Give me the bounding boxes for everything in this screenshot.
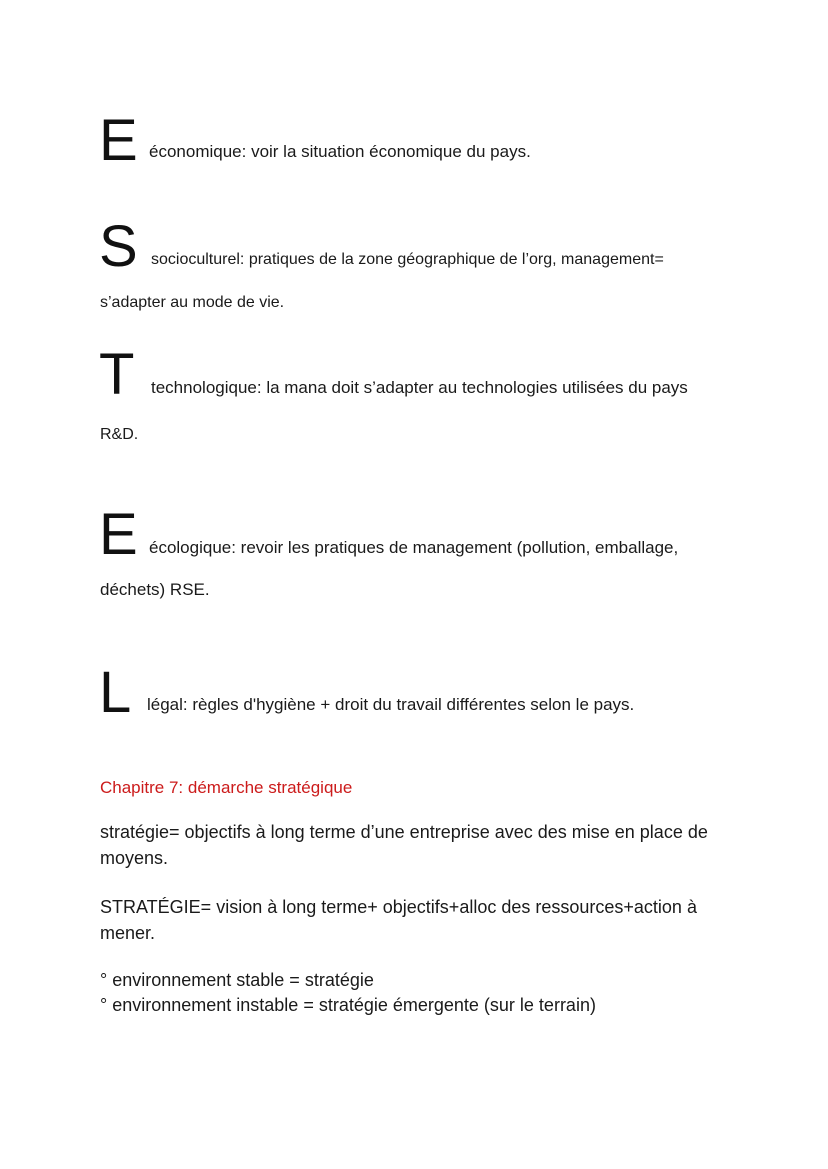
pestel-text-economique: économique: voir la situation économique du pays. <box>149 142 531 161</box>
strategy-formula-paragraph: STRATÉGIE= vision à long terme+ objectifs+alloc des ressources+action à mener. <box>100 897 697 943</box>
chapter-title: Chapitre 7: démarche stratégique <box>100 778 353 797</box>
pestel-text-socioculturel-continued: s’adapter au mode de vie. <box>100 294 285 311</box>
pestel-text-socioculturel: socioculturel: pratiques de la zone géographique de l’org, management= <box>151 251 664 268</box>
strategy-definition-paragraph: stratégie= objectifs à long terme d’une entreprise avec des mise en place de moyens. <box>100 822 708 868</box>
list-item-unstable-environment: ° environnement instable = stratégie émergente (sur le terrain) <box>100 995 596 1015</box>
pestel-text-legal: légal: règles d'hygiène + droit du travail différentes selon le pays. <box>147 695 635 714</box>
list-item-stable-environment: ° environnement stable = stratégie <box>100 970 374 990</box>
pestel-letter-l-legal: L <box>99 660 132 725</box>
pestel-letter-s-socioculturel: S <box>99 214 138 279</box>
pestel-letter-e-economique: E <box>99 108 138 173</box>
environment-bullet-list <box>100 968 740 1018</box>
pestel-text-technologique: technologique: la mana doit s’adapter au technologies utilisées du pays <box>151 378 688 397</box>
pestel-text-ecologique-continued: déchets) RSE. <box>100 580 210 599</box>
pestel-text-technologique-continued: R&D. <box>100 426 139 443</box>
pestel-letter-t-technologique: T <box>99 342 135 407</box>
pestel-letter-e-ecologique: E <box>99 502 138 567</box>
pestel-text-ecologique: écologique: revoir les pratiques de management (pollution, emballage, <box>149 538 679 557</box>
